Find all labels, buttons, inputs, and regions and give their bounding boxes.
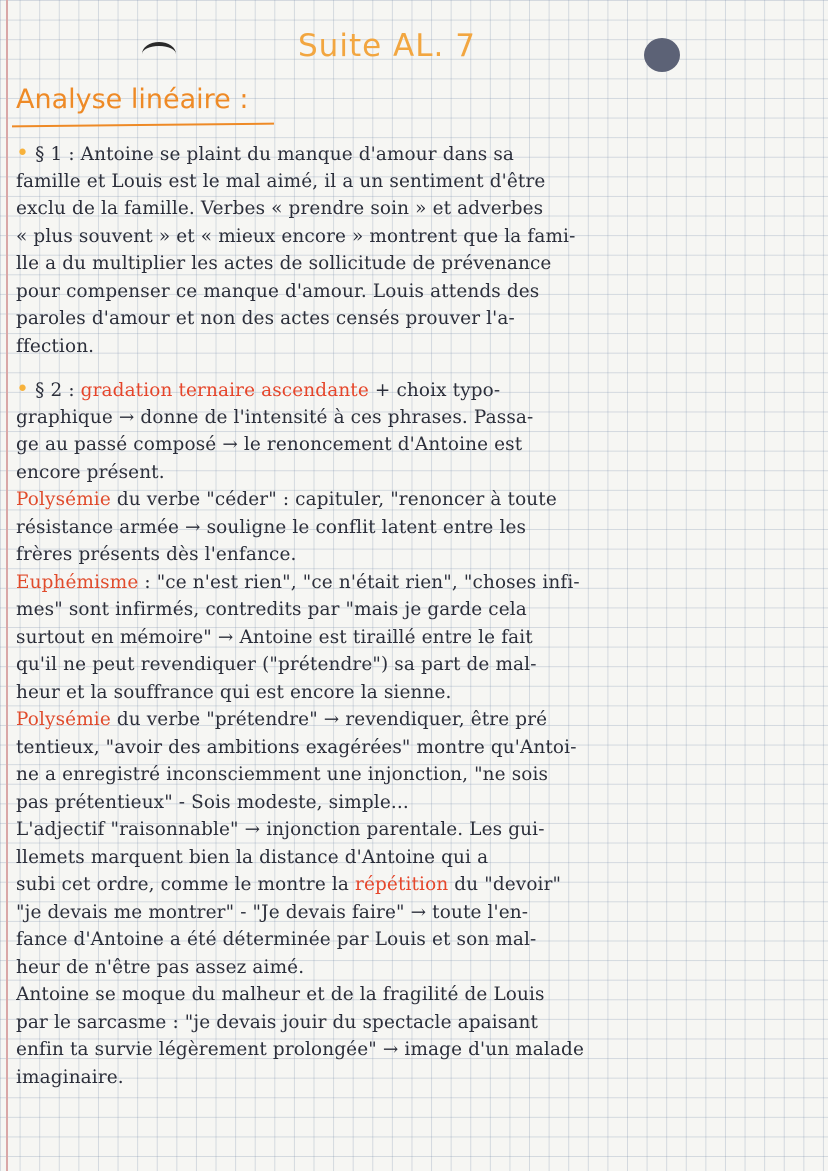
note-line: Polysémie du verbe "prétendre" → revendiquer, être pré [16,709,548,730]
note-line: résistance armée → souligne le conflit latent entre les [16,516,527,538]
note-line: par le sarcasme : "je devais jouir du spectacle apaisant [16,1011,539,1033]
note-line: Antoine se moque du malheur et de la fragilité de Louis [16,984,545,1005]
label-polysemie: Polysémie [16,489,111,510]
section-heading: Analyse linéaire : [16,84,249,115]
note-line: ne a enregistré inconsciemment une injonction, "ne sois [16,764,549,785]
note-line: pas prétentieux" - Sois modeste, simple... [16,791,409,813]
note-line: L'adjectif "raisonnable" → injonction parentale. Les gui- [16,819,545,840]
note-line: "je devais me montrer" - "Je devais faire" → toute l'en- [16,901,529,923]
note-line: heur et la souffrance qui est encore la sienne. [16,681,452,703]
note-line: encore présent. [16,461,165,483]
note-line: heur de n'être pas assez aimé. [16,956,305,978]
note-line: mes" sont infirmés, contredits par "mais je garde cela [16,599,527,620]
bullet-icon: • [16,141,30,166]
label-repetition: répétition [355,874,449,895]
note-line: Polysémie du verbe "céder" : capituler, "renoncer à toute [16,489,557,510]
note-line: « plus souvent » et « mieux encore » montrent que la fami- [16,225,576,247]
note-line: graphique → donne de l'intensité à ces phrases. Passa- [16,406,534,428]
note-line: subi cet ordre, comme le montre la répétition du "devoir" [16,874,562,895]
note-line: • § 1 : Antoine se plaint du manque d'amour dans sa [16,141,515,166]
page-title: Suite AL. 7 [298,28,476,64]
page-margin-line [6,0,8,1171]
heading-underline [12,123,274,128]
note-line: qu'il ne peut revendiquer ("prétendre") sa part de mal- [16,654,537,675]
label-euphemisme: Euphémisme [16,571,139,593]
bullet-icon: • [16,377,30,402]
note-line: tentieux, "avoir des ambitions exagérées" montre qu'Antoi- [16,736,577,758]
note-line: fance d'Antoine a été déterminée par Louis et son mal- [16,929,537,950]
note-line: frères présents dès l'enfance. [16,544,297,565]
note-line: ffection. [16,335,95,357]
binder-hole-right-icon [644,38,680,72]
notes-body [16,140,816,1091]
note-line: Euphémisme : "ce n'est rien", "ce n'était rien", "choses infi- [16,571,580,593]
note-line: llemets marquent bien la distance d'Antoine qui a [16,846,489,868]
label-polysemie-2: Polysémie [16,709,111,730]
note-line: ge au passé composé → le renoncement d'Antoine est [16,434,523,455]
note-line: lle a du multiplier les actes de sollicitude de prévenance [16,253,552,274]
note-line: famille et Louis est le mal aimé, il a un sentiment d'être [16,170,546,192]
note-line: • § 2 : gradation ternaire ascendante + choix typo- [16,377,501,402]
binder-hole-left-icon [142,42,176,66]
note-line: exclu de la famille. Verbes « prendre soin » et adverbes [16,198,544,219]
note-line: paroles d'amour et non des actes censés prouver l'a- [16,308,515,329]
paragraph-gap [16,360,816,376]
highlight-gradation: gradation ternaire ascendante [80,380,369,401]
note-line: imaginaire. [16,1066,124,1088]
note-line: surtout en mémoire" → Antoine est tiraillé entre le fait [16,626,533,648]
note-line: pour compenser ce manque d'amour. Louis attends des [16,280,540,302]
note-line: enfin ta survie légèrement prolongée" → image d'un malade [16,1039,585,1060]
